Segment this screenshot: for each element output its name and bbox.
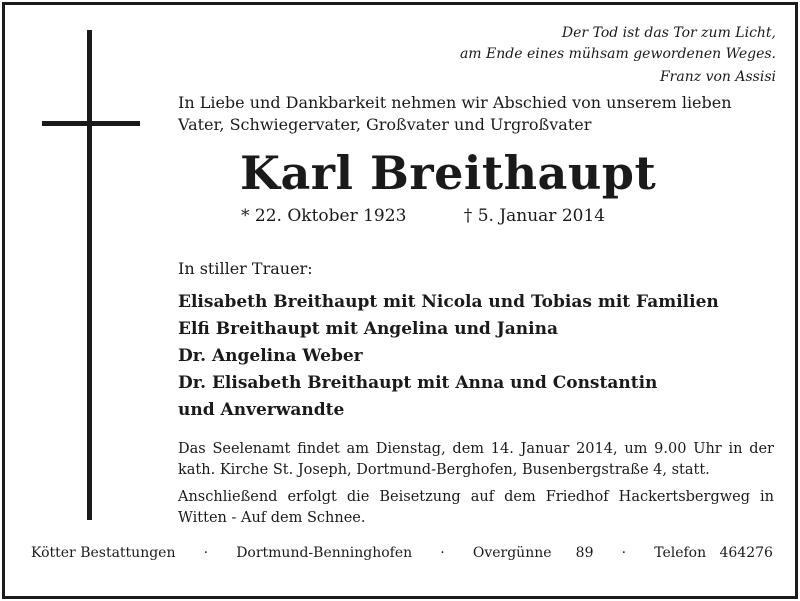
intro-line-2: Vater, Schwiegervater, Großvater und Urgroßvater [178, 115, 592, 134]
cross-horizontal-bar [42, 121, 140, 126]
quote-line-1: Der Tod ist das Tor zum Licht, [561, 25, 776, 41]
footer-separator: · [203, 545, 209, 561]
mourner-item: Elisabeth Breithaupt mit Nicola und Tobias mit Familien [178, 292, 719, 312]
birth-date: * 22. Oktober 1923 [241, 206, 407, 226]
mourner-item: Dr. Elisabeth Breithaupt mit Anna und Constantin [178, 373, 658, 393]
funeral-home-name: Kötter Bestattungen [31, 545, 176, 561]
funeral-home-location: Dortmund-Benninghofen [236, 545, 413, 561]
mourner-item: Dr. Angelina Weber [178, 346, 363, 366]
service-info: Das Seelenamt findet am Dienstag, dem 14. Januar 2014, um 9.00 Uhr in der kath. Kirche St. Joseph, Dortmund-Berghofen, Busenbergstraße 4, statt. [178, 441, 774, 478]
funeral-home-footer [31, 543, 773, 563]
death-date: † 5. Januar 2014 [463, 206, 606, 226]
burial-info: Anschließend erfolgt die Beisetzung auf dem Friedhof Hackertsbergweg in Witten - Auf dem Schnee. [178, 489, 774, 526]
quote-author: Franz von Assisi [659, 69, 776, 85]
quote-line-2: am Ende eines mühsam gewordenen Weges. [459, 46, 776, 62]
funeral-home-number: 89 [575, 545, 594, 561]
phone-number: 464276 [719, 545, 773, 561]
mourning-label: In stiller Trauer: [178, 259, 313, 278]
quote-block [460, 23, 776, 88]
deceased-name: Karl Breithaupt [240, 146, 657, 200]
funeral-home-phone [654, 543, 773, 563]
mourner-item: Elfi Breithaupt mit Angelina und Janina [178, 319, 558, 339]
intro-line-1: In Liebe und Dankbarkeit nehmen wir Abschied von unserem lieben [178, 93, 732, 112]
footer-separator: · [621, 545, 627, 561]
phone-label: Telefon [654, 545, 707, 561]
mourners-list [178, 289, 719, 424]
life-dates [241, 204, 605, 228]
intro-text [178, 92, 738, 136]
cross-vertical-bar [87, 30, 92, 520]
mourner-item: und Anverwandte [178, 400, 345, 420]
footer-separator: · [440, 545, 445, 561]
funeral-home-street: Overgünne [472, 545, 552, 561]
